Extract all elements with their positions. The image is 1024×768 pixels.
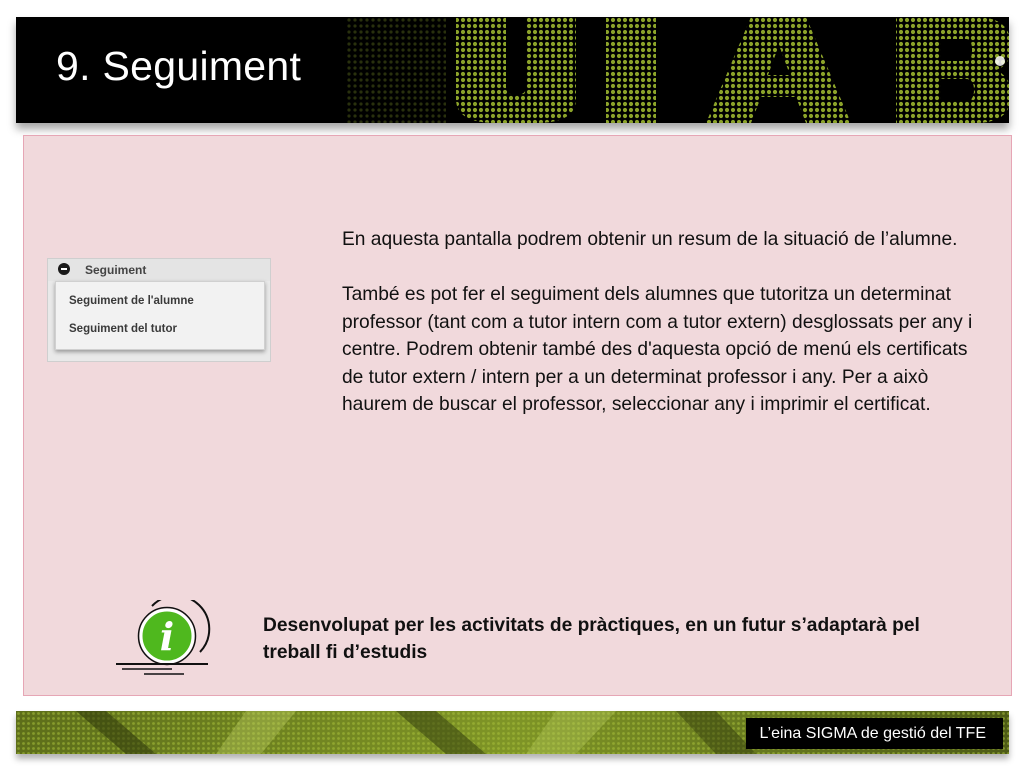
menu-screenshot [47, 258, 271, 362]
header-banner [16, 17, 1009, 123]
page-title: 9. Seguiment [56, 43, 302, 89]
paragraph-details: També es pot fer el seguiment dels alumnes que tutoritza un determinat professor (tant com a tutor intern com a tutor extern) desglossats per any i centre. Podrem obtenir també des d'aquesta opció de menú els certificats de tutor extern / intern per a un determinat professor i any. Per a això haurem de buscar el professor, seleccionar any i imprimir el certificat. [342, 284, 973, 415]
svg-text:i: i [159, 614, 175, 659]
info-icon [112, 600, 212, 678]
menu-dropdown [55, 281, 265, 350]
menu-header[interactable] [48, 259, 270, 281]
footer-label: L’eina SIGMA de gestió del TFE [746, 718, 1004, 749]
body-text [342, 226, 992, 419]
menu-title: Seguiment [85, 263, 147, 277]
menu-item-seguiment-tutor[interactable]: Seguiment del tutor [69, 323, 177, 335]
minus-circle-icon[interactable] [58, 263, 70, 275]
note-text: Desenvolupat per les activitats de pràctiques, en un futur s’adaptarà pel treball fi d’estudis [263, 615, 920, 663]
menu-item-seguiment-alumne[interactable]: Seguiment de l'alumne [69, 295, 194, 307]
paragraph-intro: En aquesta pantalla podrem obtenir un resum de la situació de l’alumne. [342, 229, 958, 250]
footer-banner [16, 711, 1009, 754]
